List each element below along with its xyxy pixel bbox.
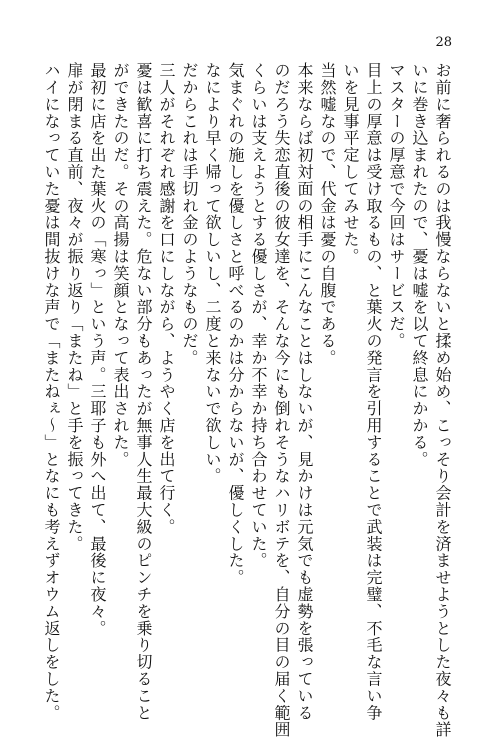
text-line-8: のだろう失恋直後の彼女達を、そんな今にも倒れそうなハリボテを、自分の目の届く範囲 <box>272 62 291 738</box>
text-line-6: 当然嘘なので、代金は憂の自腹である。 <box>318 62 337 367</box>
text-line-10: 気まぐれの施しを優しさと呼べるのかは分からないが、優しくした。 <box>226 62 245 586</box>
text-line-11: なにより早く帰って欲しいし、二度と来ないで欲しい。 <box>203 62 222 485</box>
novel-text-block <box>40 62 452 738</box>
text-line-18: ハイになっていた憂は間抜けな声で「またねぇ〜」となにも考えずオウム返しをした。 <box>42 62 61 722</box>
page-number: 28 <box>435 35 452 50</box>
text-line-13: 三人がそれぞれ感謝を口にしながら、ようやく店を出て行く。 <box>157 62 176 536</box>
text-line-12: だからこれは手切れ金のようなものだ。 <box>180 62 199 367</box>
text-line-17: 扉が閉まる直前、夜々が振り返り「またね」と手を振ってきた。 <box>65 62 84 553</box>
text-line-4: 目上の厚意は受け取るもの、と葉火の発言を引用することで武装は完璧、不毛な言い争 <box>364 62 383 722</box>
text-line-3: マスターの厚意で今回はサービスだ。 <box>387 62 406 350</box>
text-line-14: 憂は歓喜に打ち震えた。危ない部分もあったが無事人生最大級のピンチを乗り切ること <box>134 62 153 722</box>
text-line-1: お前に奢られるのは我慢ならないと揉め始め、こっそり会計を済ませようとした夜々も詳 <box>433 62 452 738</box>
text-line-7: 本来ならば初対面の相手にこんなことはしないが、見かけは元気でも虚勢を張っている <box>295 62 314 722</box>
text-line-9: くらいは支えようとする優しさが、幸か不幸か持ち合わせていた。 <box>249 62 268 569</box>
text-line-15: ができたのだ。その高揚は笑顔となって表出された。 <box>111 62 130 468</box>
text-line-16: 最初に店を出た葉火の「寒っ」という声。三耶子も外へ出て、最後に夜々。 <box>88 62 107 637</box>
text-line-5: いを見事平定してみせた。 <box>341 62 360 265</box>
text-line-2: いに巻き込まれたので、憂は嘘を以て終息にかかる。 <box>410 62 429 468</box>
